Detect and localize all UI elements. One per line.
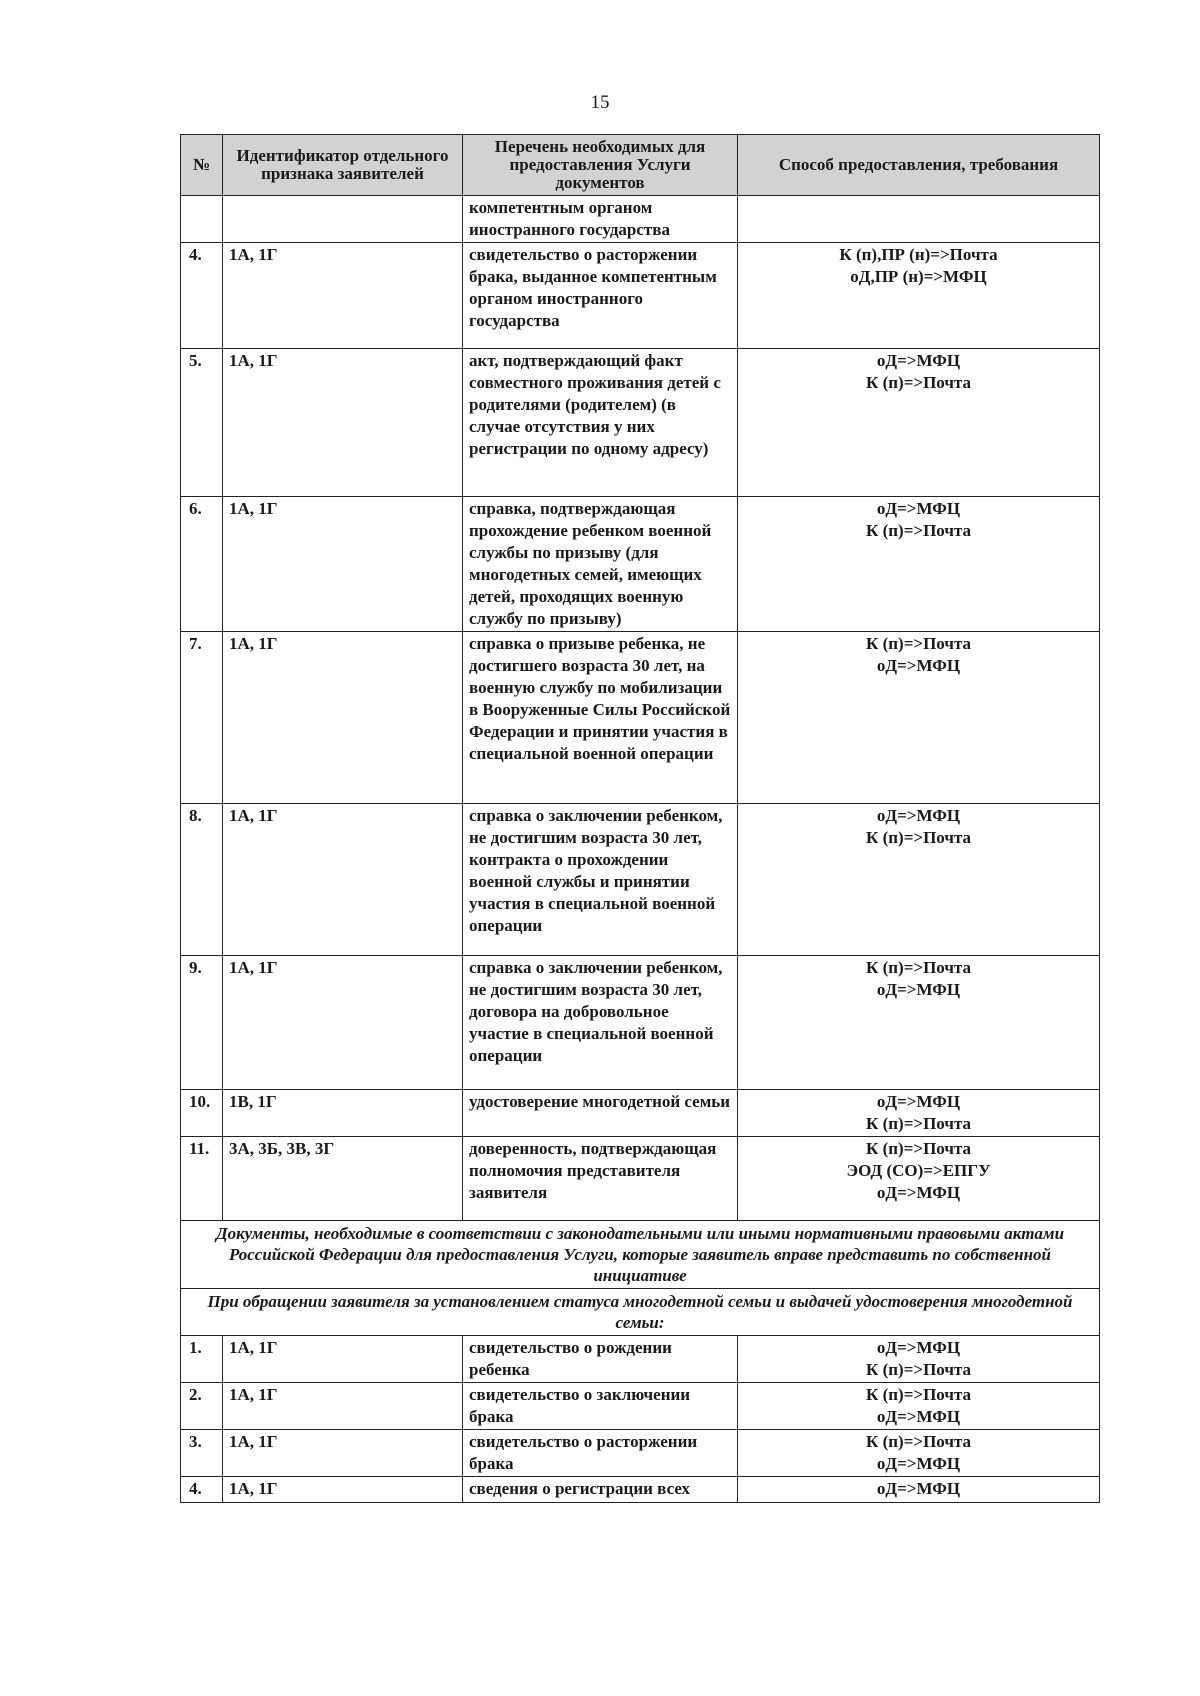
header-method: Способ предоставления, требования [738,135,1100,196]
cell-method: оД=>МФЦ К (п)=>Почта [738,349,1100,497]
cell-identifier: 1А, 1Г [223,243,463,349]
cell-identifier [223,196,463,243]
table-row [181,349,1100,497]
cell-identifier: 1А, 1Г [223,956,463,1090]
header-num: № [181,135,223,196]
table-row [181,1090,1100,1137]
cell-num: 10. [181,1090,223,1137]
cell-num: 3. [181,1430,223,1477]
cell-document: справка о призыве ребенка, не достигшего возраста 30 лет, на военную службу по мобилизации в Вооруженные Силы Российской Федерации и принятии участия в специальной военной операции [463,632,738,804]
table-header-row [181,135,1100,196]
header-identifier: Идентификатор отдельного признака заявителей [223,135,463,196]
cell-num: 4. [181,1477,223,1503]
table-row [181,804,1100,956]
cell-document: доверенность, подтверждающая полномочия представителя заявителя [463,1137,738,1221]
subsection-heading-row [181,1289,1100,1336]
cell-method: оД=>МФЦ К (п)=>Почта [738,1336,1100,1383]
cell-num: 5. [181,349,223,497]
cell-identifier: 1А, 1Г [223,1336,463,1383]
cell-num: 8. [181,804,223,956]
cell-method: оД=>МФЦ К (п)=>Почта [738,1090,1100,1137]
cell-identifier: 1А, 1Г [223,632,463,804]
cell-document: справка о заключении ребенком, не достигшим возраста 30 лет, контракта о прохождении военной службы и принятии участия в специальной военной операции [463,804,738,956]
cell-num: 9. [181,956,223,1090]
page-number: 15 [590,92,610,113]
continuation-row [181,196,1100,243]
cell-num: 7. [181,632,223,804]
cell-num: 2. [181,1383,223,1430]
subsection-heading: При обращении заявителя за установлением статуса многодетной семьи и выдачей удостоверения многодетной семьи: [181,1289,1100,1336]
cell-method: К (п)=>Почта оД=>МФЦ [738,956,1100,1090]
cell-document: компетентным органом иностранного государства [463,196,738,243]
cell-document: свидетельство о рождении ребенка [463,1336,738,1383]
cell-method: К (п)=>Почта оД=>МФЦ [738,1383,1100,1430]
cell-document: акт, подтверждающий факт совместного проживания детей с родителями (родителем) (в случае отсутствия у них регистрации по одному адресу) [463,349,738,497]
cell-num [181,196,223,243]
cell-num: 6. [181,497,223,632]
table-row [181,1137,1100,1221]
cell-identifier: 1А, 1Г [223,1477,463,1503]
cell-document: справка, подтверждающая прохождение ребенком военной службы по призыву (для многодетных семей, имеющих детей, проходящих военную службу по призыву) [463,497,738,632]
table-row [181,497,1100,632]
cell-document: свидетельство о заключении брака [463,1383,738,1430]
section-heading: Документы, необходимые в соответствии с законодательными или иными нормативными правовыми актами Российской Федерации для предоставления Услуги, которые заявитель вправе представить по собственной инициативе [181,1221,1100,1289]
table-row [181,1430,1100,1477]
cell-num: 11. [181,1137,223,1221]
table-row [181,243,1100,349]
cell-method: К (п)=>Почта ЭОД (СО)=>ЕПГУ оД=>МФЦ [738,1137,1100,1221]
cell-method: оД=>МФЦ К (п)=>Почта [738,804,1100,956]
cell-num: 4. [181,243,223,349]
cell-identifier: 1В, 1Г [223,1090,463,1137]
cell-method: К (п)=>Почта оД=>МФЦ [738,1430,1100,1477]
table-row [181,1383,1100,1430]
cell-identifier: 1А, 1Г [223,349,463,497]
table-row [181,1477,1100,1503]
cell-method: оД=>МФЦ [738,1477,1100,1503]
section-heading-row [181,1221,1100,1289]
table-row [181,632,1100,804]
cell-identifier: 1А, 1Г [223,1430,463,1477]
cell-method: К (п),ПР (н)=>Почта оД,ПР (н)=>МФЦ [738,243,1100,349]
cell-identifier: 3А, 3Б, 3В, 3Г [223,1137,463,1221]
cell-document: удостоверение многодетной семьи [463,1090,738,1137]
cell-method: К (п)=>Почта оД=>МФЦ [738,632,1100,804]
cell-document: сведения о регистрации всех [463,1477,738,1503]
table-row [181,1336,1100,1383]
cell-method: оД=>МФЦ К (п)=>Почта [738,497,1100,632]
header-documents: Перечень необходимых для предоставления Услуги документов [463,135,738,196]
table-row [181,956,1100,1090]
cell-method [738,196,1100,243]
cell-num: 1. [181,1336,223,1383]
services-documents-table [180,134,1100,1503]
cell-identifier: 1А, 1Г [223,804,463,956]
cell-identifier: 1А, 1Г [223,1383,463,1430]
cell-document: справка о заключении ребенком, не достигшим возраста 30 лет, договора на добровольное участие в специальной военной операции [463,956,738,1090]
cell-document: свидетельство о расторжении брака, выданное компетентным органом иностранного государства [463,243,738,349]
cell-identifier: 1А, 1Г [223,497,463,632]
cell-document: свидетельство о расторжении брака [463,1430,738,1477]
